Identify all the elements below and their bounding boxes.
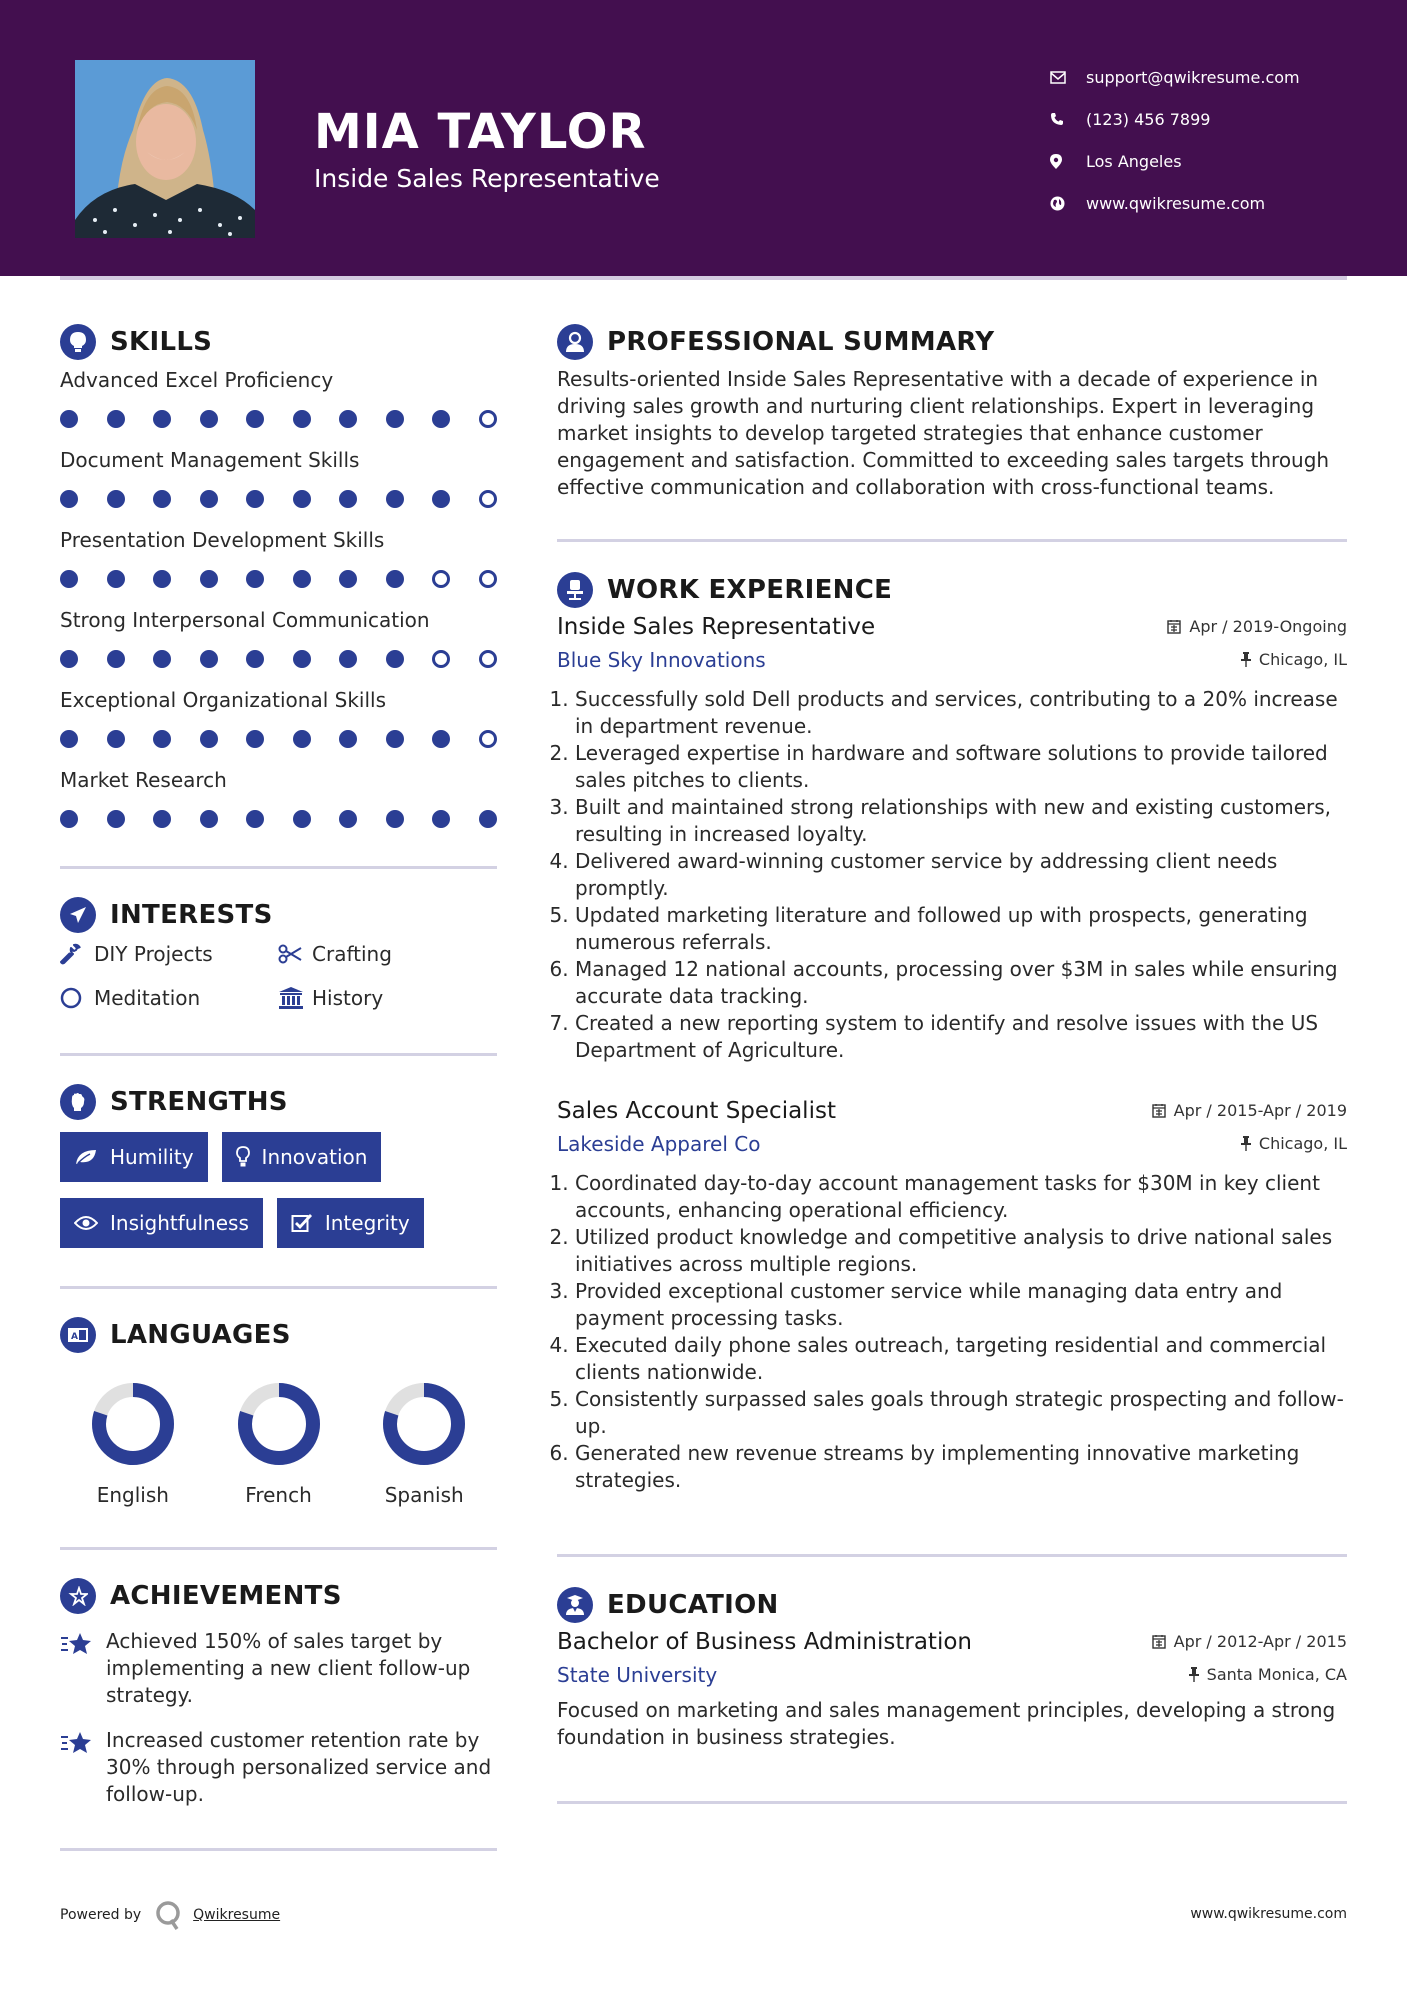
strengths-title: STRENGTHS (110, 1087, 288, 1117)
education-description: Focused on marketing and sales management principles, developing a strong foundation in business strategies. (557, 1698, 1336, 1749)
rating-dot-filled (246, 730, 264, 748)
rating-dot-filled (432, 410, 450, 428)
job-row (557, 648, 1347, 672)
skill-name: Exceptional Organizational Skills (60, 688, 386, 712)
candidate-title: Inside Sales Representative (314, 164, 660, 193)
bank-icon (278, 986, 312, 1010)
education-location-text: Santa Monica, CA (1206, 1665, 1347, 1684)
contact-location-text: Los Angeles (1086, 151, 1182, 171)
interest-label: DIY Projects (94, 942, 213, 966)
skill-name: Presentation Development Skills (60, 528, 385, 552)
rating-dot-filled (153, 650, 171, 668)
job-bullet: 5. Consistently surpassed sales goals through strategic prospecting and follow-up. (575, 1386, 1347, 1440)
summary-title: PROFESSIONAL SUMMARY (607, 327, 995, 357)
job-dates (1167, 617, 1347, 636)
section-divider (60, 1848, 497, 1851)
strength-badge (222, 1132, 382, 1182)
rating-dot-filled (60, 570, 78, 588)
language-icon (60, 1317, 96, 1353)
rating-dot-filled (293, 570, 311, 588)
rating-dot-filled (153, 730, 171, 748)
job-bullets (557, 1170, 1347, 1494)
rating-dot-filled (246, 570, 264, 588)
rating-dot-filled (432, 490, 450, 508)
achievements-heading (60, 1576, 497, 1616)
calendar-icon (1152, 1103, 1166, 1118)
rating-dot-filled (386, 730, 404, 748)
wrench-icon (60, 943, 94, 965)
powered-by-text: Powered by (60, 1907, 142, 1923)
summary-text: Results-oriented Inside Sales Representative with a decade of experience in driving sales growth and nurturing client relationships. Expert in leveraging market insights to develop targeted strategies that enhance customer engagement and satisfaction. Committed to exceeding sales targets through effective communication and collaboration with cross-functional teams. (557, 367, 1330, 499)
star-badge-icon (60, 1578, 96, 1614)
rating-dot-filled (200, 490, 218, 508)
rating-dot-filled (339, 650, 357, 668)
job-position: Inside Sales Representative (557, 614, 876, 640)
language-donut (236, 1381, 322, 1467)
education-heading (557, 1585, 1347, 1625)
education-row (557, 1663, 1347, 1687)
strength-badge (277, 1198, 424, 1248)
pushpin-icon (1241, 652, 1251, 667)
education-school: State University (557, 1663, 718, 1687)
language-label: French (245, 1483, 312, 1507)
rating-dot-filled (153, 570, 171, 588)
rating-dot-empty (479, 570, 497, 588)
rating-dot-filled (200, 570, 218, 588)
skill-name: Market Research (60, 768, 227, 792)
leaf-icon (74, 1148, 98, 1166)
rating-dot-empty (479, 650, 497, 668)
right-column (557, 322, 1347, 1830)
strength-label: Humility (110, 1145, 194, 1169)
interest-item (278, 983, 496, 1013)
language-donut (90, 1381, 176, 1467)
job-list (557, 614, 1347, 1494)
achievement-text: Increased customer retention rate by 30% through personalized service and follow-up. (106, 1728, 492, 1806)
section-divider (557, 1801, 1347, 1804)
pushpin-icon (1189, 1667, 1199, 1682)
contact-phone[interactable] (1050, 98, 1300, 140)
rating-dot-filled (386, 810, 404, 828)
skill-name: Strong Interpersonal Communication (60, 608, 430, 632)
svg-text:A: A (71, 1332, 78, 1342)
education-degree: Bachelor of Business Administration (557, 1629, 972, 1655)
rating-dot-empty (432, 570, 450, 588)
rating-dot-filled (246, 650, 264, 668)
achievement-item (60, 1628, 497, 1709)
rating-dot-filled (246, 410, 264, 428)
job-row (557, 1098, 1347, 1124)
rating-dot-filled (107, 730, 125, 748)
profile-photo (75, 60, 255, 238)
scissors-icon (278, 944, 312, 964)
rating-dot-empty (479, 490, 497, 508)
contact-website[interactable] (1050, 182, 1300, 224)
job-entry (557, 1098, 1347, 1494)
header-divider (60, 276, 1347, 280)
interest-label: Meditation (94, 986, 201, 1010)
user-icon (557, 324, 593, 360)
left-column (60, 322, 497, 1877)
rating-dot-filled (60, 410, 78, 428)
qwikresume-link[interactable]: Qwikresume (193, 1907, 281, 1923)
language-label: Spanish (384, 1483, 464, 1507)
language-item (351, 1381, 497, 1507)
job-dates (1152, 1101, 1347, 1120)
rating-dot-filled (200, 410, 218, 428)
calendar-icon (1167, 619, 1181, 634)
achievements-title: ACHIEVEMENTS (110, 1581, 342, 1611)
rating-dot-filled (339, 570, 357, 588)
skill-name: Document Management Skills (60, 448, 360, 472)
rating-dot-filled (339, 490, 357, 508)
shooting-star-icon (60, 1727, 106, 1808)
language-item (206, 1381, 352, 1507)
job-bullet: 1. Coordinated day-to-day account management tasks for $30M in key client accounts, enhancing operational efficiency. (575, 1170, 1347, 1224)
language-list (60, 1381, 497, 1507)
rating-dot-empty (479, 730, 497, 748)
language-item (60, 1381, 206, 1507)
interests-grid (60, 939, 497, 1013)
interest-item (60, 983, 278, 1013)
strength-badges (60, 1132, 497, 1248)
contact-email[interactable] (1050, 56, 1300, 98)
graduate-icon (557, 1587, 593, 1623)
job-dates-text: Apr / 2019-Ongoing (1189, 617, 1347, 636)
lightbulb-icon (60, 324, 96, 360)
circle-icon (60, 987, 94, 1009)
rating-dot-filled (386, 490, 404, 508)
envelope-icon (1050, 71, 1086, 84)
skill-rating (60, 396, 497, 442)
skill-rating (60, 556, 497, 602)
rating-dot-filled (339, 410, 357, 428)
rating-dot-filled (339, 810, 357, 828)
rating-dot-filled (60, 490, 78, 508)
rating-dot-filled (386, 410, 404, 428)
map-marker-icon (1050, 154, 1086, 169)
job-bullet: 3. Built and maintained strong relationships with new and existing customers, resulting in increased loyalty. (575, 794, 1347, 848)
office-chair-icon (557, 572, 593, 608)
rating-dot-filled (107, 490, 125, 508)
fist-icon (60, 1084, 96, 1120)
skill-rating (60, 796, 497, 842)
check-square-icon (291, 1213, 313, 1233)
skills-list (60, 368, 497, 842)
experience-heading (557, 570, 1347, 610)
job-location-text: Chicago, IL (1258, 1134, 1347, 1153)
job-bullet: 7. Created a new reporting system to identify and resolve issues with the US Department of Agriculture. (575, 1010, 1347, 1064)
section-divider (60, 1547, 497, 1550)
job-location (1241, 1134, 1347, 1153)
rating-dot-filled (246, 490, 264, 508)
education-dates (1152, 1632, 1347, 1651)
education-location (1189, 1665, 1347, 1684)
section-divider (557, 1554, 1347, 1557)
rating-dot-filled (339, 730, 357, 748)
section-divider (60, 1286, 497, 1289)
rating-dot-filled (153, 410, 171, 428)
rating-dot-filled (107, 410, 125, 428)
skill-name: Advanced Excel Proficiency (60, 368, 334, 392)
rating-dot-filled (200, 810, 218, 828)
eye-icon (74, 1215, 98, 1231)
job-entry (557, 614, 1347, 1064)
strength-label: Innovation (261, 1145, 368, 1169)
paper-plane-icon (60, 897, 96, 933)
strength-label: Integrity (324, 1211, 410, 1235)
education-dates-text: Apr / 2012-Apr / 2015 (1173, 1632, 1347, 1651)
skill-rating (60, 476, 497, 522)
rating-dot-filled (200, 650, 218, 668)
rating-dot-filled (107, 650, 125, 668)
rating-dot-filled (60, 730, 78, 748)
lightbulb-icon (236, 1146, 250, 1168)
strength-badge (60, 1132, 208, 1182)
globe-icon (1050, 196, 1086, 211)
skills-title: SKILLS (110, 327, 213, 357)
rating-dot-filled (153, 490, 171, 508)
job-company: Blue Sky Innovations (557, 648, 766, 672)
interest-item (60, 939, 278, 969)
interests-heading (60, 895, 497, 935)
rating-dot-filled (60, 650, 78, 668)
rating-dot-empty (432, 650, 450, 668)
strengths-heading (60, 1082, 497, 1122)
interests-title: INTERESTS (110, 900, 273, 930)
achievement-text: Achieved 150% of sales target by implementing a new client follow-up strategy. (106, 1629, 471, 1707)
strength-label: Insightfulness (110, 1211, 249, 1235)
rating-dot-filled (200, 730, 218, 748)
rating-dot-filled (386, 570, 404, 588)
candidate-name: MIA TAYLOR (314, 104, 647, 160)
section-divider (60, 1053, 497, 1056)
job-row (557, 614, 1347, 640)
education-title: EDUCATION (607, 1590, 779, 1620)
job-location (1241, 650, 1347, 669)
skills-heading (60, 322, 497, 362)
contact-website-text: www.qwikresume.com (1086, 193, 1266, 213)
shooting-star-icon (60, 1628, 106, 1709)
phone-icon (1050, 112, 1086, 126)
skill-rating (60, 716, 497, 762)
rating-dot-filled (293, 410, 311, 428)
language-label: English (96, 1483, 169, 1507)
job-company: Lakeside Apparel Co (557, 1132, 761, 1156)
rating-dot-filled (432, 810, 450, 828)
rating-dot-filled (386, 650, 404, 668)
rating-dot-filled (153, 810, 171, 828)
interest-label: Crafting (312, 942, 392, 966)
qwikresume-logo-icon (155, 1900, 183, 1930)
footer-powered-by (60, 1900, 280, 1930)
rating-dot-filled (432, 730, 450, 748)
language-donut (381, 1381, 467, 1467)
calendar-icon (1152, 1634, 1166, 1649)
rating-dot-empty (479, 410, 497, 428)
job-bullet: 2. Leveraged expertise in hardware and software solutions to provide tailored sales pitches to clients. (575, 740, 1347, 794)
rating-dot-filled (246, 810, 264, 828)
contact-email-text: support@qwikresume.com (1086, 67, 1300, 87)
job-bullet: 4. Delivered award-winning customer service by addressing client needs promptly. (575, 848, 1347, 902)
job-bullet: 1. Successfully sold Dell products and services, contributing to a 20% increase in department revenue. (575, 686, 1347, 740)
languages-heading (60, 1315, 497, 1355)
education-entry (557, 1629, 1347, 1751)
job-bullet: 2. Utilized product knowledge and competitive analysis to drive national sales initiatives across multiple regions. (575, 1224, 1347, 1278)
interest-label: History (312, 986, 384, 1010)
rating-dot-filled (293, 490, 311, 508)
footer-website[interactable]: www.qwikresume.com (1190, 1906, 1347, 1922)
interest-item (278, 939, 496, 969)
contact-phone-text: (123) 456 7899 (1086, 109, 1211, 129)
rating-dot-filled (293, 730, 311, 748)
rating-dot-filled (107, 570, 125, 588)
section-divider (60, 866, 497, 869)
section-divider (557, 539, 1347, 542)
summary-heading (557, 322, 1347, 362)
rating-dot-filled (60, 810, 78, 828)
rating-dot-filled (293, 650, 311, 668)
achievement-item (60, 1727, 497, 1808)
job-bullet: 5. Updated marketing literature and followed up with prospects, generating numerous referrals. (575, 902, 1347, 956)
job-row (557, 1132, 1347, 1156)
job-dates-text: Apr / 2015-Apr / 2019 (1173, 1101, 1347, 1120)
experience-title: WORK EXPERIENCE (607, 575, 893, 605)
pushpin-icon (1241, 1136, 1251, 1151)
contact-list (1050, 56, 1300, 224)
skill-rating (60, 636, 497, 682)
rating-dot-filled (479, 810, 497, 828)
languages-title: LANGUAGES (110, 1320, 291, 1350)
job-bullet: 4. Executed daily phone sales outreach, targeting residential and commercial clients nationwide. (575, 1332, 1347, 1386)
rating-dot-filled (107, 810, 125, 828)
job-bullet: 6. Generated new revenue streams by implementing innovative marketing strategies. (575, 1440, 1347, 1494)
job-position: Sales Account Specialist (557, 1098, 836, 1124)
job-bullet: 6. Managed 12 national accounts, processing over $3M in sales while ensuring accurate data tracking. (575, 956, 1347, 1010)
job-bullet: 3. Provided exceptional customer service while managing data entry and payment processing tasks. (575, 1278, 1347, 1332)
education-row (557, 1629, 1347, 1655)
rating-dot-filled (293, 810, 311, 828)
strength-badge (60, 1198, 263, 1248)
job-location-text: Chicago, IL (1258, 650, 1347, 669)
job-bullets (557, 686, 1347, 1064)
resume-header (0, 0, 1407, 276)
contact-location (1050, 140, 1300, 182)
